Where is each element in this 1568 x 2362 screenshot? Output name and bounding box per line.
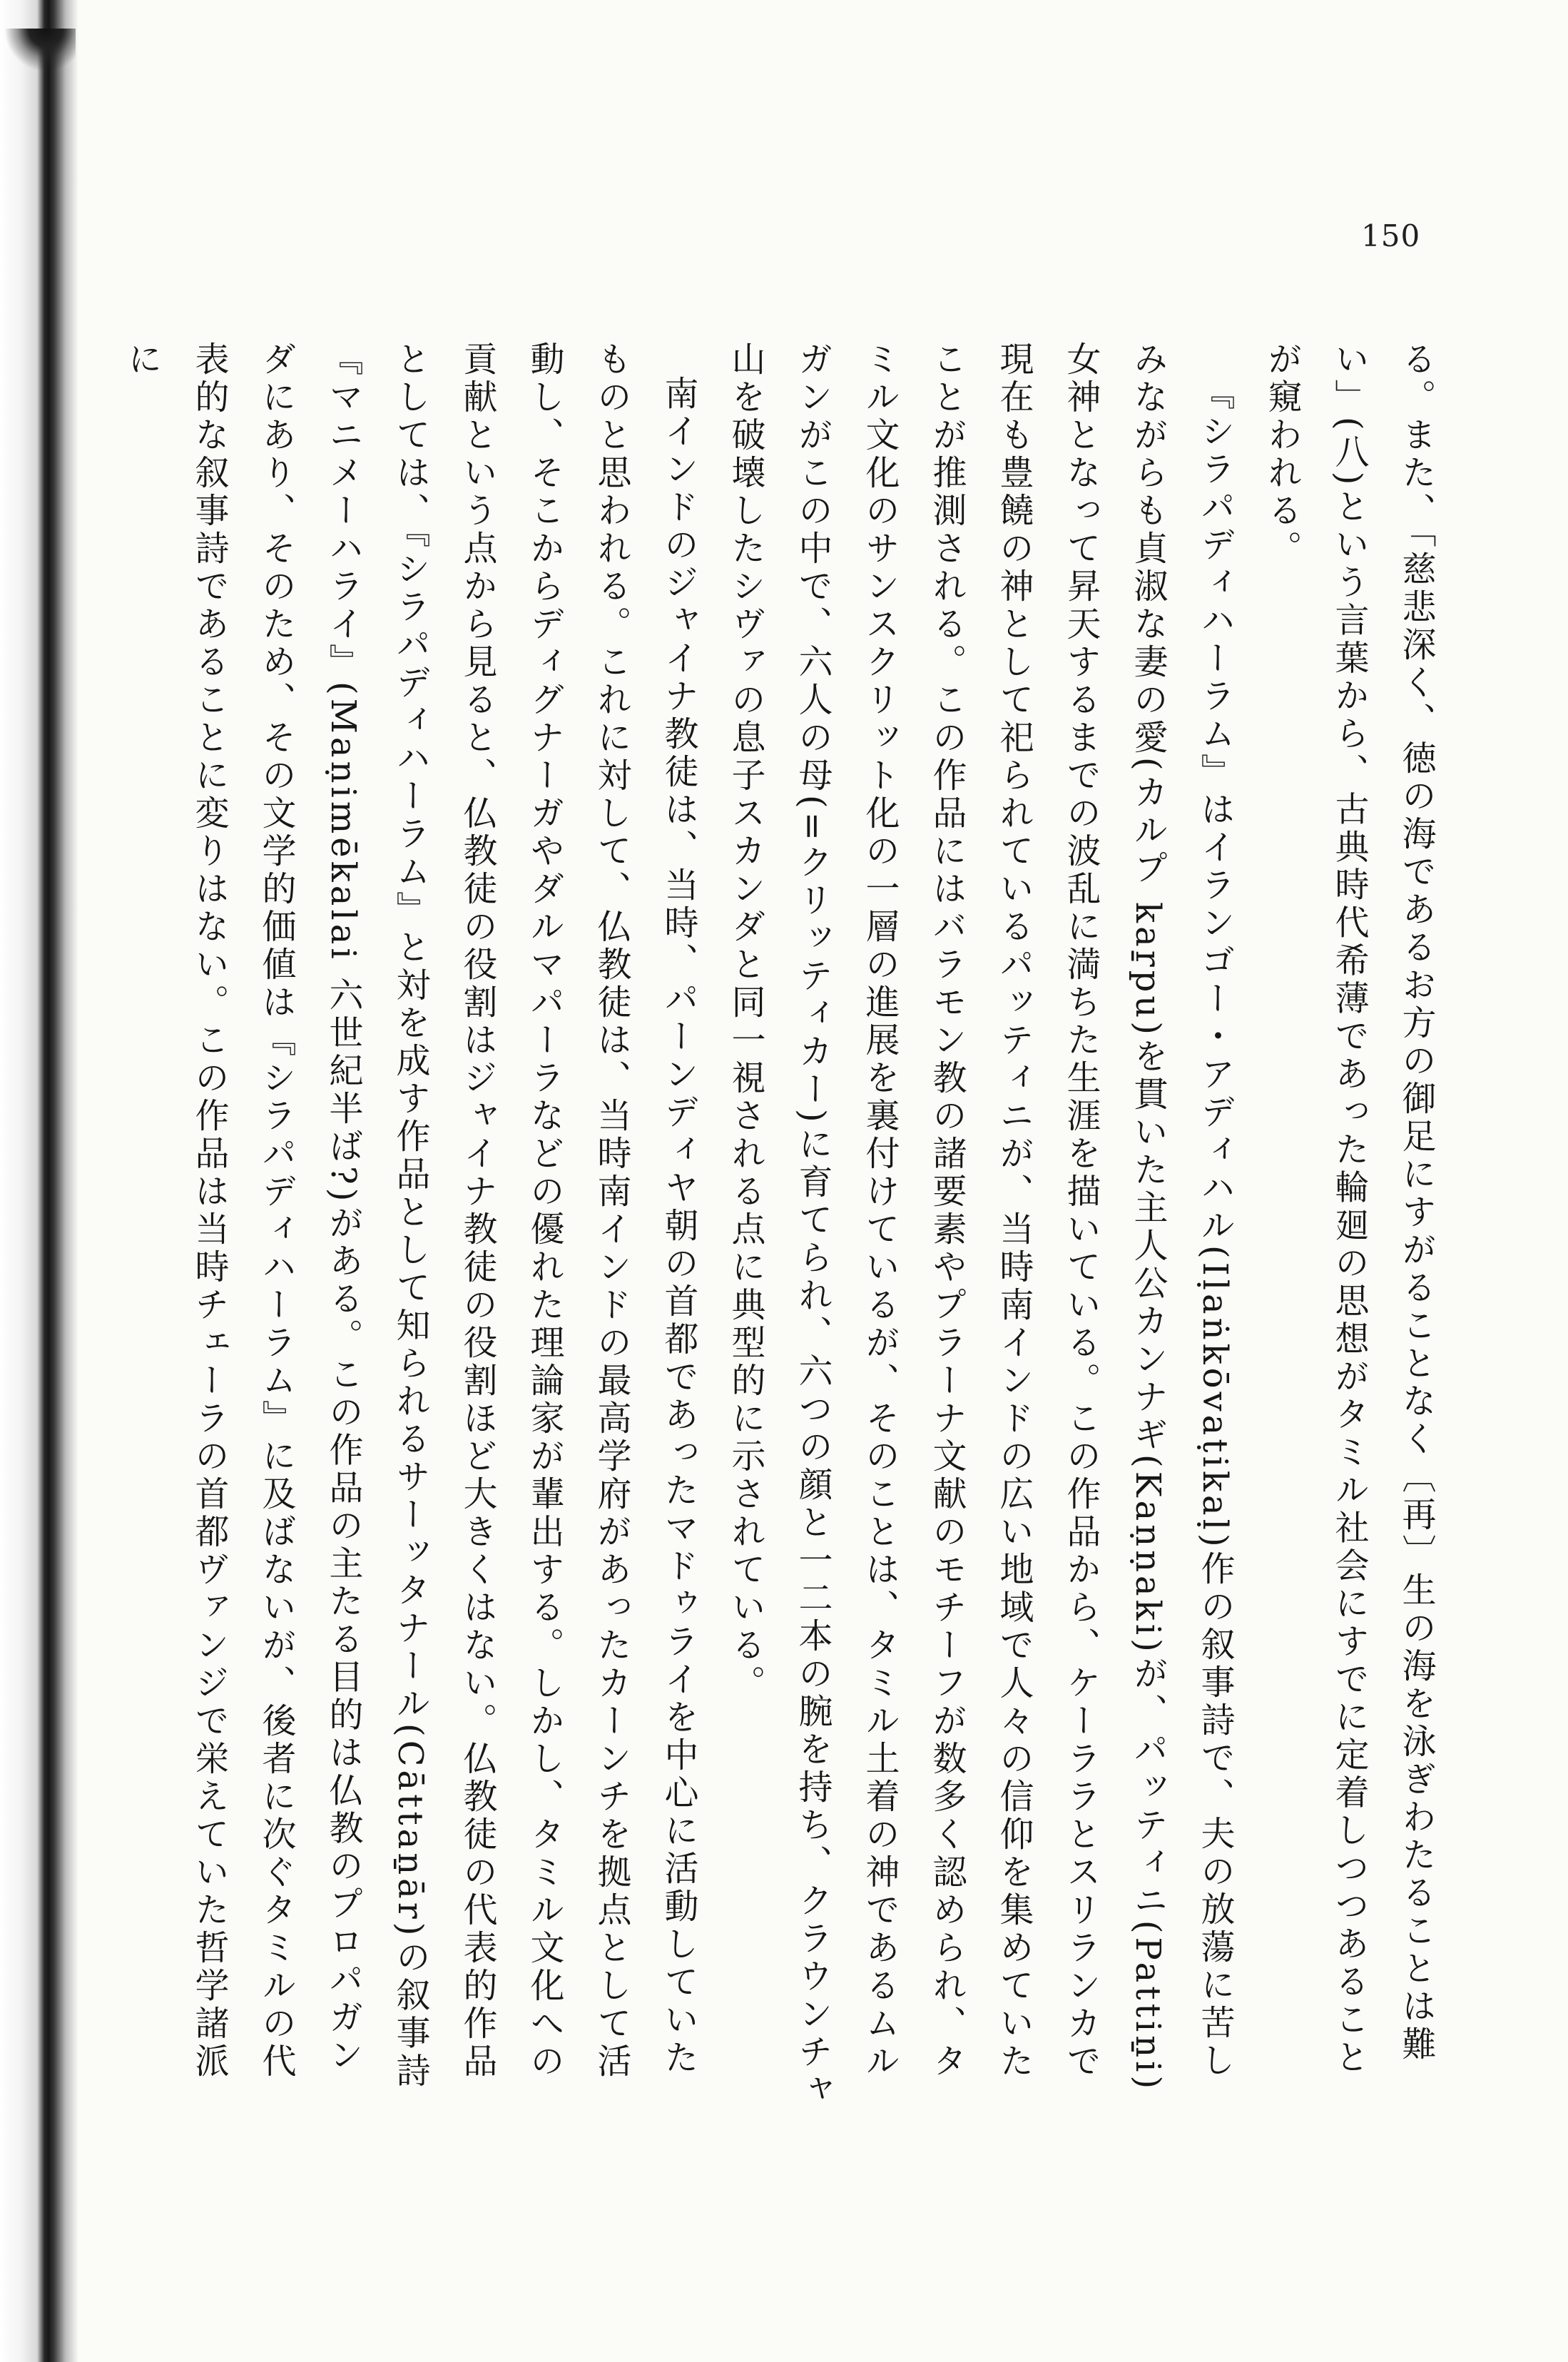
paragraph-3: 南インドのジャイナ教徒は、当時、パーンディヤ朝の首都であったマドゥライを中心に活動していたものと思われる。これに対して、仏教徒は、当時南インドの最高学府があったカーンチを拠点として活動し、そこからディグナーガやダルマパーラなどの優れた理論家が輩出する。しかし、タミル文化への貢献という点から見ると、仏教徒の役割はジャイナ教徒の役割ほど大きくはない。仏教徒の代表的作品としては、『シラパディハーラム』と対を成す作品として知られるサーッタナール(Cāttaṉār)の叙事詩『マニメーハライ』(Maṇimēkalai 六世紀半ば?)がある。この作品の主たる目的は仏教のプロパガンダにあり、そのため、その文学的価値は『シラパディハーラム』に及ばないが、後者に次ぐタミルの代表的な叙事詩であることに変りはない。この作品は当時チェーラの首都ヴァンジで栄えていた哲学諸派に <box>122 341 698 2091</box>
paragraph-1: る。また、「慈悲深く、徳の海であるお方の御足にすがることなく〔再〕生の海を泳ぎわたることは難い」(八)という言葉から、古典時代希薄であった輪廻の思想がタミル社会にすでに定着しつつあることが窺われる。 <box>1262 341 1436 2077</box>
book-binding-shadow <box>0 0 78 2362</box>
vertical-body-text <box>122 341 1450 2111</box>
book-binding-top-shadow <box>4 29 76 71</box>
paragraph-2: 『シラパディハーラム』はイランゴー・アディハル(Iḷaṅkōvaṭikaḷ)作の叙事詩で、夫の放蕩に苦しみながらも貞淑な妻の愛(カルプ kaṟpu)を貫いた主人公カンナギ(Kaṇṇaki)が、パッティニ(Pattiṉi)女神となって昇天するまでの波乱に満ちた生涯を描いている。この作品から、ケーララとスリランカで現在も豊饒の神として祀られているパッティニが、当時南インドの広い地域で人々の信仰を集めていたことが推測される。この作品にはバラモン教の諸要素やプラーナ文献のモチーフが数多く認められ、タミル文化のサンスクリット化の一層の進展を裏付けているが、そのことは、タミル土着の神であるムルガンがこの中で、六人の母(=クリッティカー)に育てられ、六つの顔と一二本の腕を持ち、クラウンチャ山を破壊したシヴァの息子スカンダと同一視される点に典型的に示されている。 <box>726 341 1235 2109</box>
page-number: 150 <box>1361 218 1421 253</box>
